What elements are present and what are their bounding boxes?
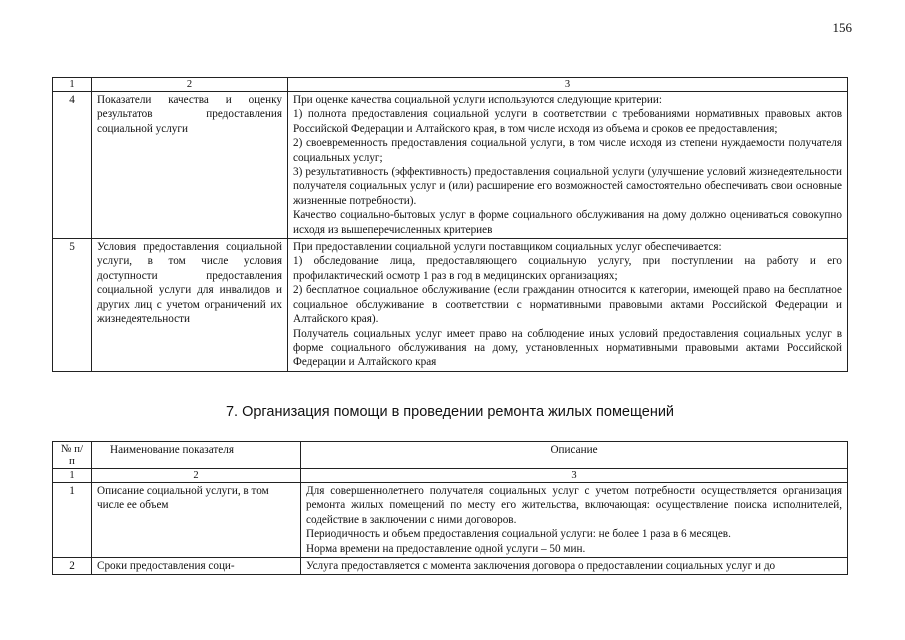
row-number: 4 xyxy=(53,92,92,239)
table-row xyxy=(53,92,848,239)
description-paragraph: Качество социально-бытовых услуг в форме социального обслуживания на дому должно оцениваться совокупно исходя из вышеперечисленных критериев xyxy=(293,209,842,236)
column-number-1: 1 xyxy=(53,78,92,92)
description-paragraph: 1) полнота предоставления социальной услуги в соответствии с требованиями нормативных правовых актов Российской Федерации и Алтайского края, в том числе исходя из объема и сроков ее предоставления; xyxy=(293,108,842,135)
header-number: № п/п xyxy=(53,442,92,469)
table-row xyxy=(53,239,848,372)
column-number-3: 3 xyxy=(288,78,848,92)
column-number-2: 2 xyxy=(92,78,288,92)
column-number-row xyxy=(53,469,848,483)
indicator-description xyxy=(301,558,848,575)
indicator-description xyxy=(288,239,848,372)
page-number: 156 xyxy=(832,20,852,35)
description-paragraph: Периодичность и объем предоставления социальной услуги: не более 1 раза в 6 месяцев. xyxy=(306,528,731,541)
indicator-name: Условия предоставления социальной услуги, в том числе условия доступности предоставления социальной услуги для инвалидов и других лиц с учетом ограничений их жизнедеятельности xyxy=(92,239,288,372)
indicator-description xyxy=(288,92,848,239)
description-paragraph: Получатель социальных услуг имеет право на соблюдение иных условий предоставления социальных услуг в форме социального обслуживания на дому, установленных нормативными правовыми актами Российской Федерации и Алтайского края xyxy=(293,327,842,369)
indicator-name xyxy=(92,558,301,575)
indicator-name: Описание социальной услуги, в том числе ее объем xyxy=(92,483,301,558)
column-number-3: 3 xyxy=(301,469,848,483)
column-number-2: 2 xyxy=(92,469,301,483)
indicator-name-text: Сроки предоставления соци- xyxy=(97,560,235,573)
description-paragraph: При оценке качества социальной услуги используются следующие критерии: xyxy=(293,94,662,106)
row-number: 2 xyxy=(53,558,92,575)
header-description: Описание xyxy=(301,442,848,469)
column-number-1: 1 xyxy=(53,469,92,483)
column-number-row xyxy=(53,78,848,92)
table-row xyxy=(53,558,848,575)
description-paragraph: Услуга предоставляется с момента заключения договора о предоставлении социальных услуг и до xyxy=(306,560,776,573)
header-indicator-name: Наименование показателя xyxy=(92,442,301,469)
indicator-name: Показатели качества и оценку результатов предоставления социальной услуги xyxy=(92,92,288,239)
description-paragraph: 2) бесплатное социальное обслуживание (если гражданин относится к категории, имеющей право на бесплатное социальное обслуживание в соответствии с нормативными правовыми актами Российской Федерации и Алтайского края). xyxy=(293,284,842,326)
table-row xyxy=(53,483,848,558)
description-paragraph: 2) своевременность предоставления социальной услуги, в том числе исходя из степени нуждаемости получателя социальных услуг; xyxy=(293,137,842,164)
row-number: 5 xyxy=(53,239,92,372)
indicator-description xyxy=(301,483,848,558)
row-number: 1 xyxy=(53,483,92,558)
table-header-row xyxy=(53,442,848,469)
description-paragraph: При предоставлении социальной услуги поставщиком социальных услуг обеспечивается: xyxy=(293,241,722,254)
repair-assistance-table xyxy=(52,441,848,575)
section-heading: 7. Организация помощи в проведении ремонта жилых помещений xyxy=(225,404,675,420)
services-table-continued xyxy=(52,77,848,372)
description-paragraph: Норма времени на предоставление одной услуги – 50 мин. xyxy=(306,542,586,555)
description-paragraph: Для совершеннолетнего получателя социальных услуг с учетом потребности осуществляется организация ремонта жилых помещений по месту его жительства, включающая: осуществление поиска исполнителей, содействие в заключении с ними договоров. xyxy=(306,485,842,526)
description-paragraph: 3) результативность (эффективность) предоставления социальной услуги (улучшение условий жизнедеятельности получателя социальных услуг и (или) расширение его возможностей самостоятельно обеспечивать свои основные жизненные потребности). xyxy=(293,166,842,207)
description-paragraph: 1) обследование лица, предоставляющего социальную услугу, при поступлении на работу и его профилактический осмотр 1 раз в год в медицинских организациях; xyxy=(293,255,842,282)
